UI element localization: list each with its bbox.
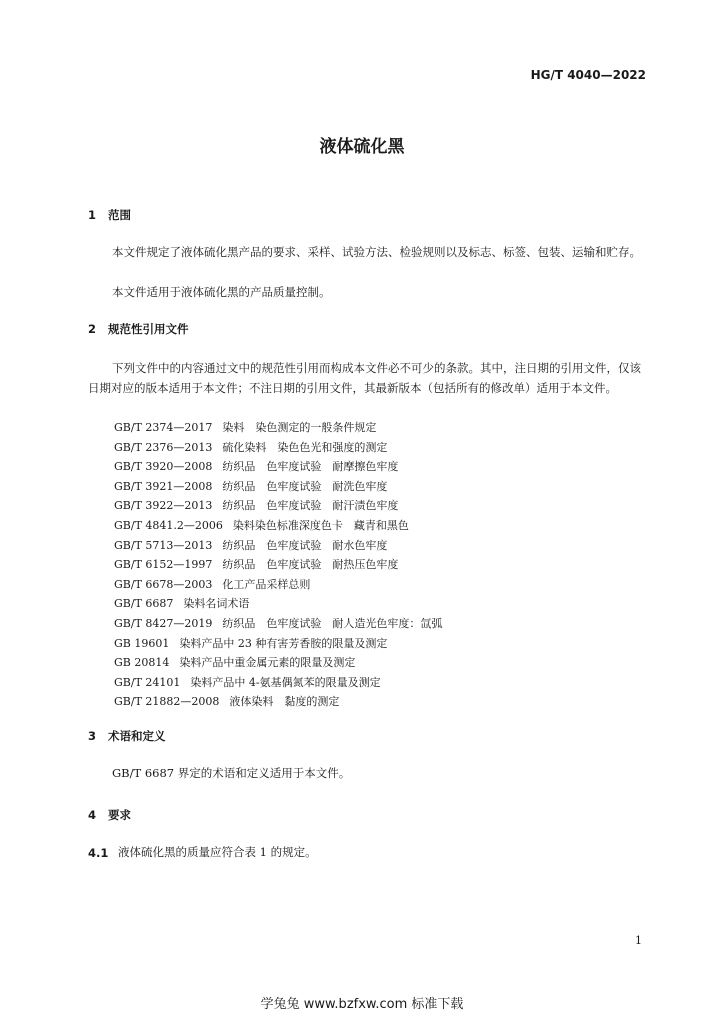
reference-item	[114, 634, 442, 654]
normative-reference-list	[114, 418, 442, 712]
reference-title: 纺织品 色牢度试验 耐汗渍色牢度	[222, 499, 399, 513]
reference-item	[114, 673, 442, 693]
reference-code: GB/T 6678—2003	[114, 577, 213, 591]
normative-intro: 下列文件中的内容通过文中的规范性引用而构成本文件必不可少的条款。其中，注日期的引用文件，仅该日期对应的版本适用于本文件；不注日期的引用文件，其最新版本（包括所有的修改单）适用于本文件。	[88, 361, 641, 395]
reference-item	[114, 516, 442, 536]
section-heading-3	[88, 728, 166, 744]
reference-title: 染料产品中 23 种有害芳香胺的限量及测定	[179, 636, 388, 650]
reference-item	[114, 477, 442, 497]
section-title: 要求	[108, 808, 131, 822]
reference-title: 染料名词术语	[183, 597, 250, 611]
reference-title: 纺织品 色牢度试验 耐人造光色牢度：氙弧	[222, 616, 443, 630]
reference-title: 染料 染色测定的一般条件规定	[222, 421, 377, 434]
reference-code: GB/T 3922—2013	[114, 499, 213, 513]
reference-title: 染料染色标准深度色卡 藏青和黑色	[232, 518, 409, 532]
reference-item	[114, 555, 442, 575]
section-title: 规范性引用文件	[108, 322, 189, 336]
reference-item	[114, 575, 442, 595]
section-number: 2	[88, 322, 97, 336]
reference-title: 硫化染料 染色色光和强度的测定	[222, 440, 388, 454]
reference-code: GB/T 24101	[114, 675, 181, 689]
reference-code: GB/T 4841.2—2006	[114, 518, 223, 532]
reference-code: GB/T 5713—2013	[114, 538, 213, 552]
section-number: 4	[88, 808, 97, 822]
footer-watermark: 学兔兔 www.bzfxw.com 标准下载	[260, 997, 464, 1012]
reference-code: GB/T 6687	[114, 597, 174, 611]
reference-code: GB 19601	[114, 636, 170, 650]
terms-paragraph: GB/T 6687 界定的术语和定义适用于本文件。	[112, 766, 351, 780]
section-number: 1	[88, 208, 97, 222]
standard-code: HG/T 4040—2022	[530, 68, 646, 82]
reference-item	[114, 653, 442, 673]
section-title: 术语和定义	[108, 729, 166, 743]
reference-code: GB/T 3921—2008	[114, 479, 213, 493]
reference-code: GB/T 3920—2008	[114, 460, 213, 474]
reference-item	[114, 438, 442, 458]
reference-title: 液体染料 黏度的测定	[229, 695, 340, 709]
reference-item	[114, 496, 442, 516]
reference-item	[114, 536, 442, 556]
reference-code: GB 20814	[114, 656, 170, 670]
reference-title: 纺织品 色牢度试验 耐热压色牢度	[222, 558, 399, 572]
reference-title: 染料产品中 4-氨基偶氮苯的限量及测定	[190, 675, 381, 689]
reference-title: 染料产品中重金属元素的限量及测定	[179, 656, 356, 670]
reference-code: GB/T 2374—2017	[114, 421, 213, 434]
reference-code: GB/T 8427—2019	[114, 616, 213, 630]
reference-title: 纺织品 色牢度试验 耐洗色牢度	[222, 479, 388, 493]
reference-code: GB/T 6152—1997	[114, 558, 213, 572]
reference-item	[114, 418, 442, 438]
section-heading-2	[88, 321, 189, 337]
reference-title: 化工产品采样总则	[222, 577, 311, 591]
scope-paragraph-2: 本文件适用于液体硫化黑的产品质量控制。	[112, 285, 331, 299]
requirements-paragraph: 液体硫化黑的质量应符合表 1 的规定。	[118, 845, 317, 859]
scope-paragraph-1: 本文件规定了液体硫化黑产品的要求、采样、试验方法、检验规则以及标志、标签、包装、运输和贮存。	[112, 245, 641, 259]
reference-code: GB/T 2376—2013	[114, 440, 213, 454]
reference-item	[114, 457, 442, 477]
reference-title: 纺织品 色牢度试验 耐水色牢度	[222, 538, 388, 552]
page-number: 1	[635, 934, 642, 947]
section-heading-4	[88, 807, 131, 823]
reference-title: 纺织品 色牢度试验 耐摩擦色牢度	[222, 460, 399, 474]
reference-item	[114, 594, 442, 614]
reference-item	[114, 692, 442, 712]
reference-code: GB/T 21882—2008	[114, 695, 220, 709]
reference-item	[114, 614, 442, 634]
section-heading-1	[88, 207, 131, 223]
clause-number: 4.1	[88, 846, 109, 860]
section-number: 3	[88, 729, 97, 743]
document-title: 液体硫化黑	[319, 137, 405, 157]
section-title: 范围	[108, 208, 131, 222]
